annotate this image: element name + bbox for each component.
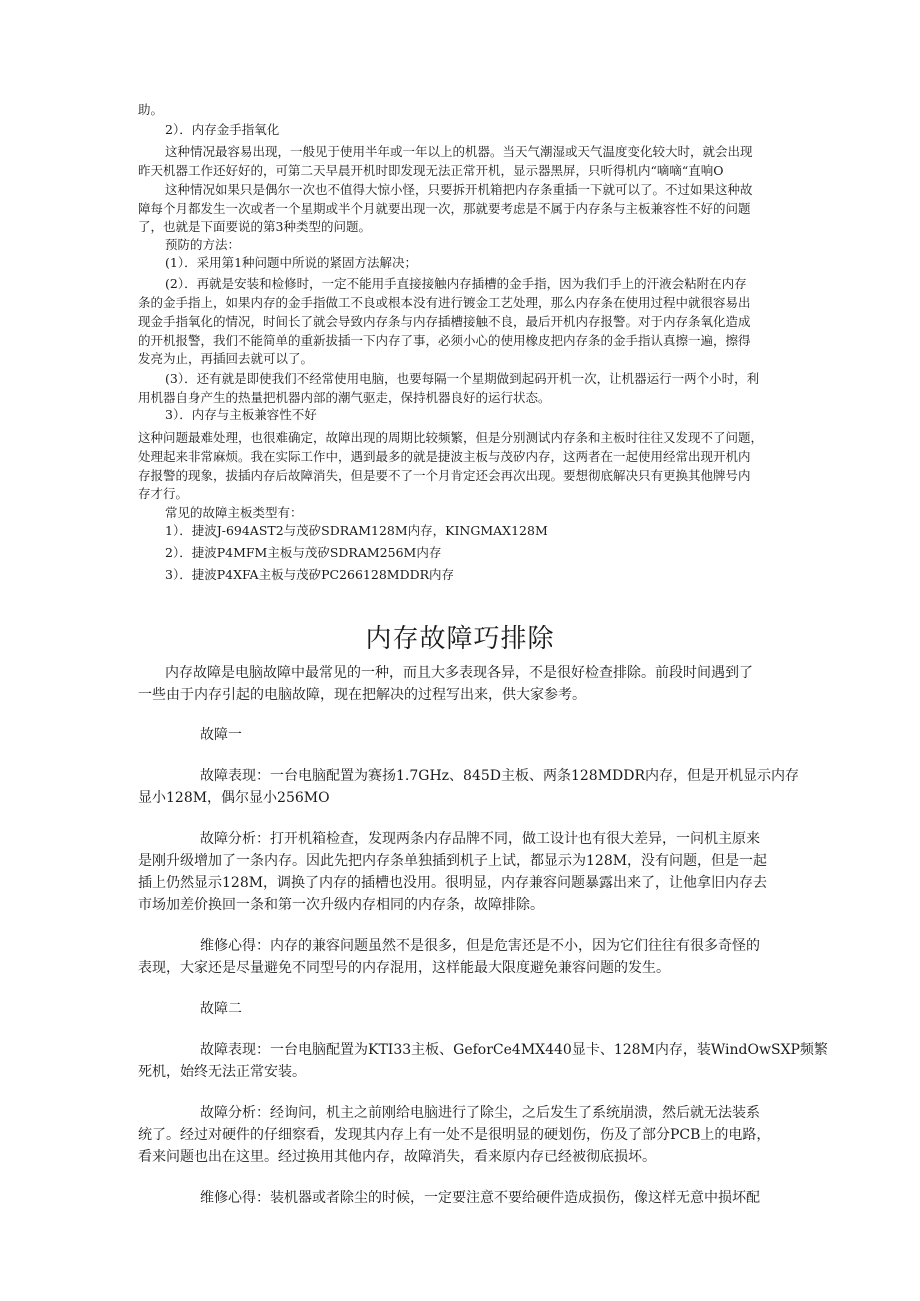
list-item: (3）．还有就是即使我们不经常使用电脑，也要每隔一个星期做到起码开机一次，让机器运行一两个小时，利 [165,371,760,386]
text-line: 的开机报警，我们不能简单的重新拔插一下内存了事，必须小心的使用橡皮把内存条的金手指认真擦一遍，擦得 [138,333,751,348]
list-heading: 2）．内存金手指氧化 [165,122,280,137]
section-heading: 故障二 [200,1001,242,1017]
text-line: 助。 [138,102,164,117]
text-line: 现金手指氧化的情况，时间长了就会导致内存条与内存插槽接触不良，最后开机内存报警。对于内存条氧化造成 [138,314,751,329]
text-line: 常见的故障主板类型有： [165,505,303,520]
list-heading: 3）．内存与主板兼容性不好 [165,407,317,422]
text-line: 显小128M，偶尔显小256MO [138,790,330,806]
section-heading: 故障一 [200,727,242,743]
text-line: 统了。经过对硬件的仔细察看，发现其内存上有一处不是很明显的硬划伤，伤及了部分PCB上的电路， [138,1127,771,1143]
text-line: 用机器自身产生的热量把机器内部的潮气驱走，保持机器良好的运行状态。 [138,390,551,405]
text-line: 处理起来非常麻烦。我在实际工作中，遇到最多的就是捷波主板与茂矽内存，这两者在一起使用经常出现开机内 [138,449,751,464]
text-line: 故障分析：打开机箱检查，发现两条内存品牌不同，做工设计也有很大差异，一问机主原来 [200,831,760,847]
text-line: 市场加差价换回一条和第一次升级内存相同的内存条，故障排除。 [138,897,544,913]
text-line: 这种问题最难处理，也很难确定，故障出现的周期比较频繁，但是分别测试内存条和主板时往往又发现不了问题， [138,430,764,445]
text-line: 了，也就是下面要说的第3种类型的问题。 [138,219,371,234]
text-line: 是刚升级增加了一条内存。因此先把内存条单独插到机子上试，都显示为128M，没有问题，但是一起 [138,853,768,869]
list-item: 1）．捷波J-694AST2与茂矽SDRAM128M内存，KINGMAX128M [165,523,548,538]
text-line: 昨天机器工作还好好的，可第二天早晨开机时即发现无法正常开机，显示器黑屏，只听得机内“嘀嘀“直响O [138,163,724,178]
list-item: (2）．再就是安装和检修时，一定不能用手直接接触内存插槽的金手指，因为我们手上的汗液会粘附在内存 [165,276,747,291]
text-line: 维修心得：装机器或者除尘的时候，一定要注意不要给硬件造成损伤，像这样无意中损坏配 [200,1190,760,1206]
text-line: 看来问题也出在这里。经过换用其他内存，故障消失，看来原内存已经被彻底损坏。 [138,1149,656,1165]
list-item: 3）．捷波P4XFA主板与茂矽PC266128MDDR内存 [165,567,455,582]
list-item: (1）．采用第1种问题中所说的紧固方法解决； [165,255,418,270]
intro-line: 一些由于内存引起的电脑故障，现在把解决的过程写出来，供大家参考。 [138,687,586,703]
text-line: 存才行。 [138,486,189,501]
text-line: 表现，大家还是尽量避免不同型号的内存混用，这样能最大限度避免兼容问题的发生。 [138,960,670,976]
text-line: 死机，始终无法正常安装。 [138,1064,306,1080]
list-item: 2）．捷波P4MFM主板与茂矽SDRAM256M内存 [165,545,442,560]
text-line: 这种情况最容易出现，一般见于使用半年或一年以上的机器。当天气潮湿或天气温度变化较大时，就会出现 [165,144,753,159]
text-line: 故障表现：一台电脑配置为赛扬1.7GHz、845D主板、两条128MDDR内存，但是开机显示内存 [200,768,800,784]
text-line: 维修心得：内存的兼容问题虽然不是很多，但是危害还是不小，因为它们往往有很多奇怪的 [200,938,760,954]
text-line: 发亮为止，再插回去就可以了。 [138,351,314,366]
text-line: 存报警的现象，拔插内存后故障消失，但是要不了一个月肯定还会再次出现。要想彻底解决只有更换其他牌号内 [138,468,751,483]
text-line: 预防的方法： [165,237,241,252]
text-line: 故障表现：一台电脑配置为KTI33主板、GeforCe4MX440显卡、128M内存，装WindOwSXP频繁 [200,1042,828,1058]
text-line: 这种情况如果只是偶尔一次也不值得大惊小怪，只要拆开机箱把内存条重插一下就可以了。不过如果这种故 [165,182,753,197]
text-line: 障每个月都发生一次或者一个星期或半个月就要出现一次，那就要考虑是不属于内存条与主板兼容性不好的问题 [138,201,751,216]
article-title: 内存故障巧排除 [365,624,555,654]
text-line: 插上仍然显示128M，调换了内存的插槽也没用。很明显，内存兼容问题暴露出来了，让他拿旧内存去 [138,875,768,891]
text-line: 故障分析：经询问，机主之前刚给电脑进行了除尘，之后发生了系统崩溃，然后就无法装系 [200,1105,760,1121]
text-line: 条的金手指上，如果内存的金手指做工不良或根本没有进行镀金工艺处理，那么内存条在使用过程中就很容易出 [138,295,751,310]
intro-line: 内存故障是电脑故障中最常见的一种，而且大多表现各异，不是很好检查排除。前段时间遇到了 [165,665,753,681]
